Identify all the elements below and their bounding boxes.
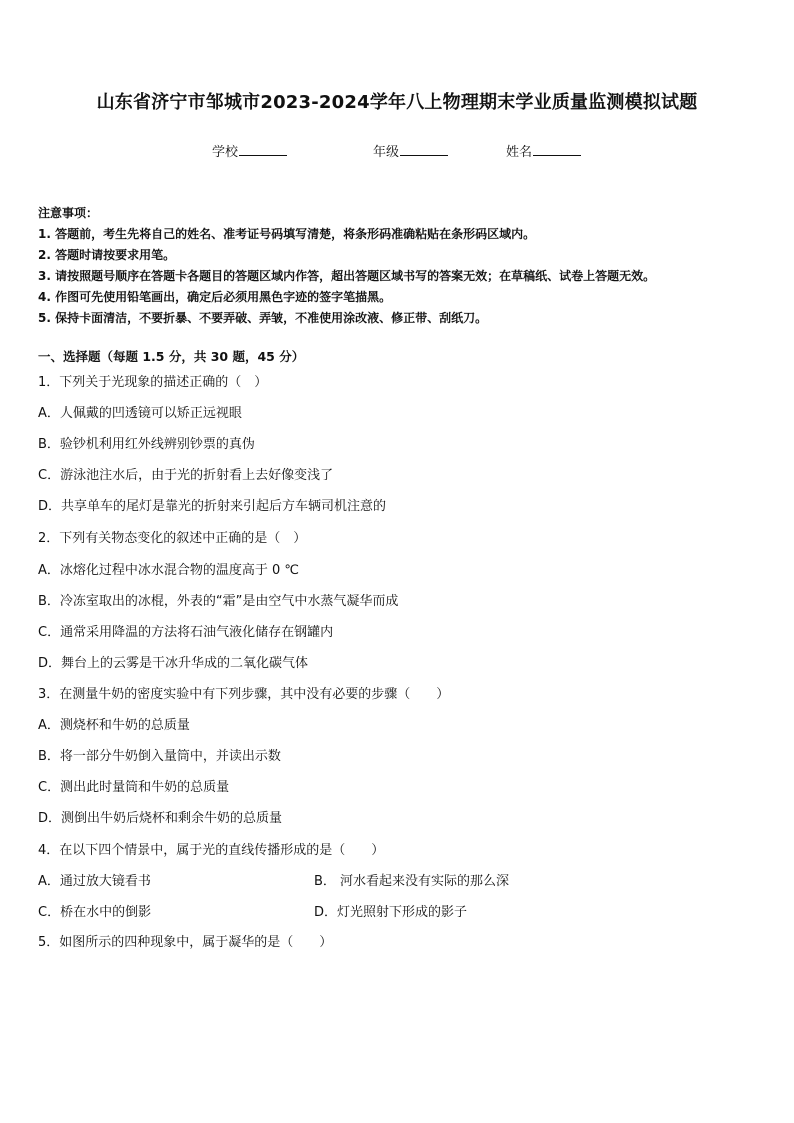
school-blank [239,143,287,156]
question-option: D．灯光照射下形成的影子 [314,905,468,920]
name-label: 姓名 [506,145,533,160]
page-title: 山东省济宁市邹城市2023-2024学年八上物理期末学业质量监测模拟试题 [96,92,698,113]
notice-block [38,203,768,329]
question-option: B．验钞机利用红外线辨别钞票的真伪 [38,437,255,452]
question-option: D．测倒出牛奶后烧杯和剩余牛奶的总质量 [38,811,283,826]
notice-heading: 注意事项： [38,206,99,220]
grade-blank [400,143,448,156]
question-option: A．测烧杯和牛奶的总质量 [38,718,190,733]
question-option: D．共享单车的尾灯是靠光的折射来引起后方车辆司机注意的 [38,499,387,514]
question-option: B．将一部分牛奶倒入量筒中，并读出示数 [38,749,281,764]
student-info-fields [0,141,794,161]
question-option: C．测出此时量筒和牛奶的总质量 [38,780,230,795]
notice-item: 5. 保持卡面清洁，不要折暴、不要弄破、弄皱，不准使用涂改液、修正带、刮纸刀。 [38,311,488,325]
name-field [506,141,581,160]
section-heading: 一、选择题（每题 1.5 分，共 30 题，45 分） [38,349,305,364]
question-option: C．游泳池注水后，由于光的折射看上去好像变浅了 [38,468,334,483]
question-stem: 2．下列有关物态变化的叙述中正确的是（ ） [38,531,307,546]
question-stem: 3．在测量牛奶的密度实验中有下列步骤，其中没有必要的步骤（ ） [38,687,450,702]
question-option: C．通常采用降温的方法将石油气液化储存在钢罐内 [38,625,334,640]
name-blank [533,143,581,156]
school-field [212,141,287,160]
question-stem: 4．在以下四个情景中，属于光的直线传播形成的是（ ） [38,843,385,858]
question-option: A．通过放大镜看书 [38,874,151,889]
notice-item: 1. 答题前，考生先将自己的姓名、准考证号码填写清楚，将条形码准确粘贴在条形码区域内。 [38,227,536,241]
grade-field [373,141,448,160]
question-option: B．冷冻室取出的冰棍，外表的“霜”是由空气中水蒸气凝华而成 [38,594,399,609]
notice-item: 3. 请按照题号顺序在答题卡各题目的答题区域内作答，超出答题区域书写的答案无效；在草稿纸、试卷上答题无效。 [38,269,656,283]
notice-item: 4. 作图可先使用铅笔画出，确定后必须用黑色字迹的签字笔描黑。 [38,290,392,304]
question-option: D．舞台上的云雾是干冰升华成的二氧化碳气体 [38,656,309,671]
question-option: A．冰熔化过程中冰水混合物的温度高于 0 ℃ [38,563,300,578]
school-label: 学校 [212,145,239,160]
question-option: C．桥在水中的倒影 [38,905,152,920]
notice-item: 2. 答题时请按要求用笔。 [38,248,176,262]
question-option: A．人佩戴的凹透镜可以矫正远视眼 [38,406,242,421]
grade-label: 年级 [373,145,400,160]
question-option: B． 河水看起来没有实际的那么深 [314,874,510,889]
question-stem: 1．下列关于光现象的描述正确的（ ） [38,375,268,390]
question-stem: 5．如图所示的四种现象中，属于凝华的是（ ） [38,935,333,950]
